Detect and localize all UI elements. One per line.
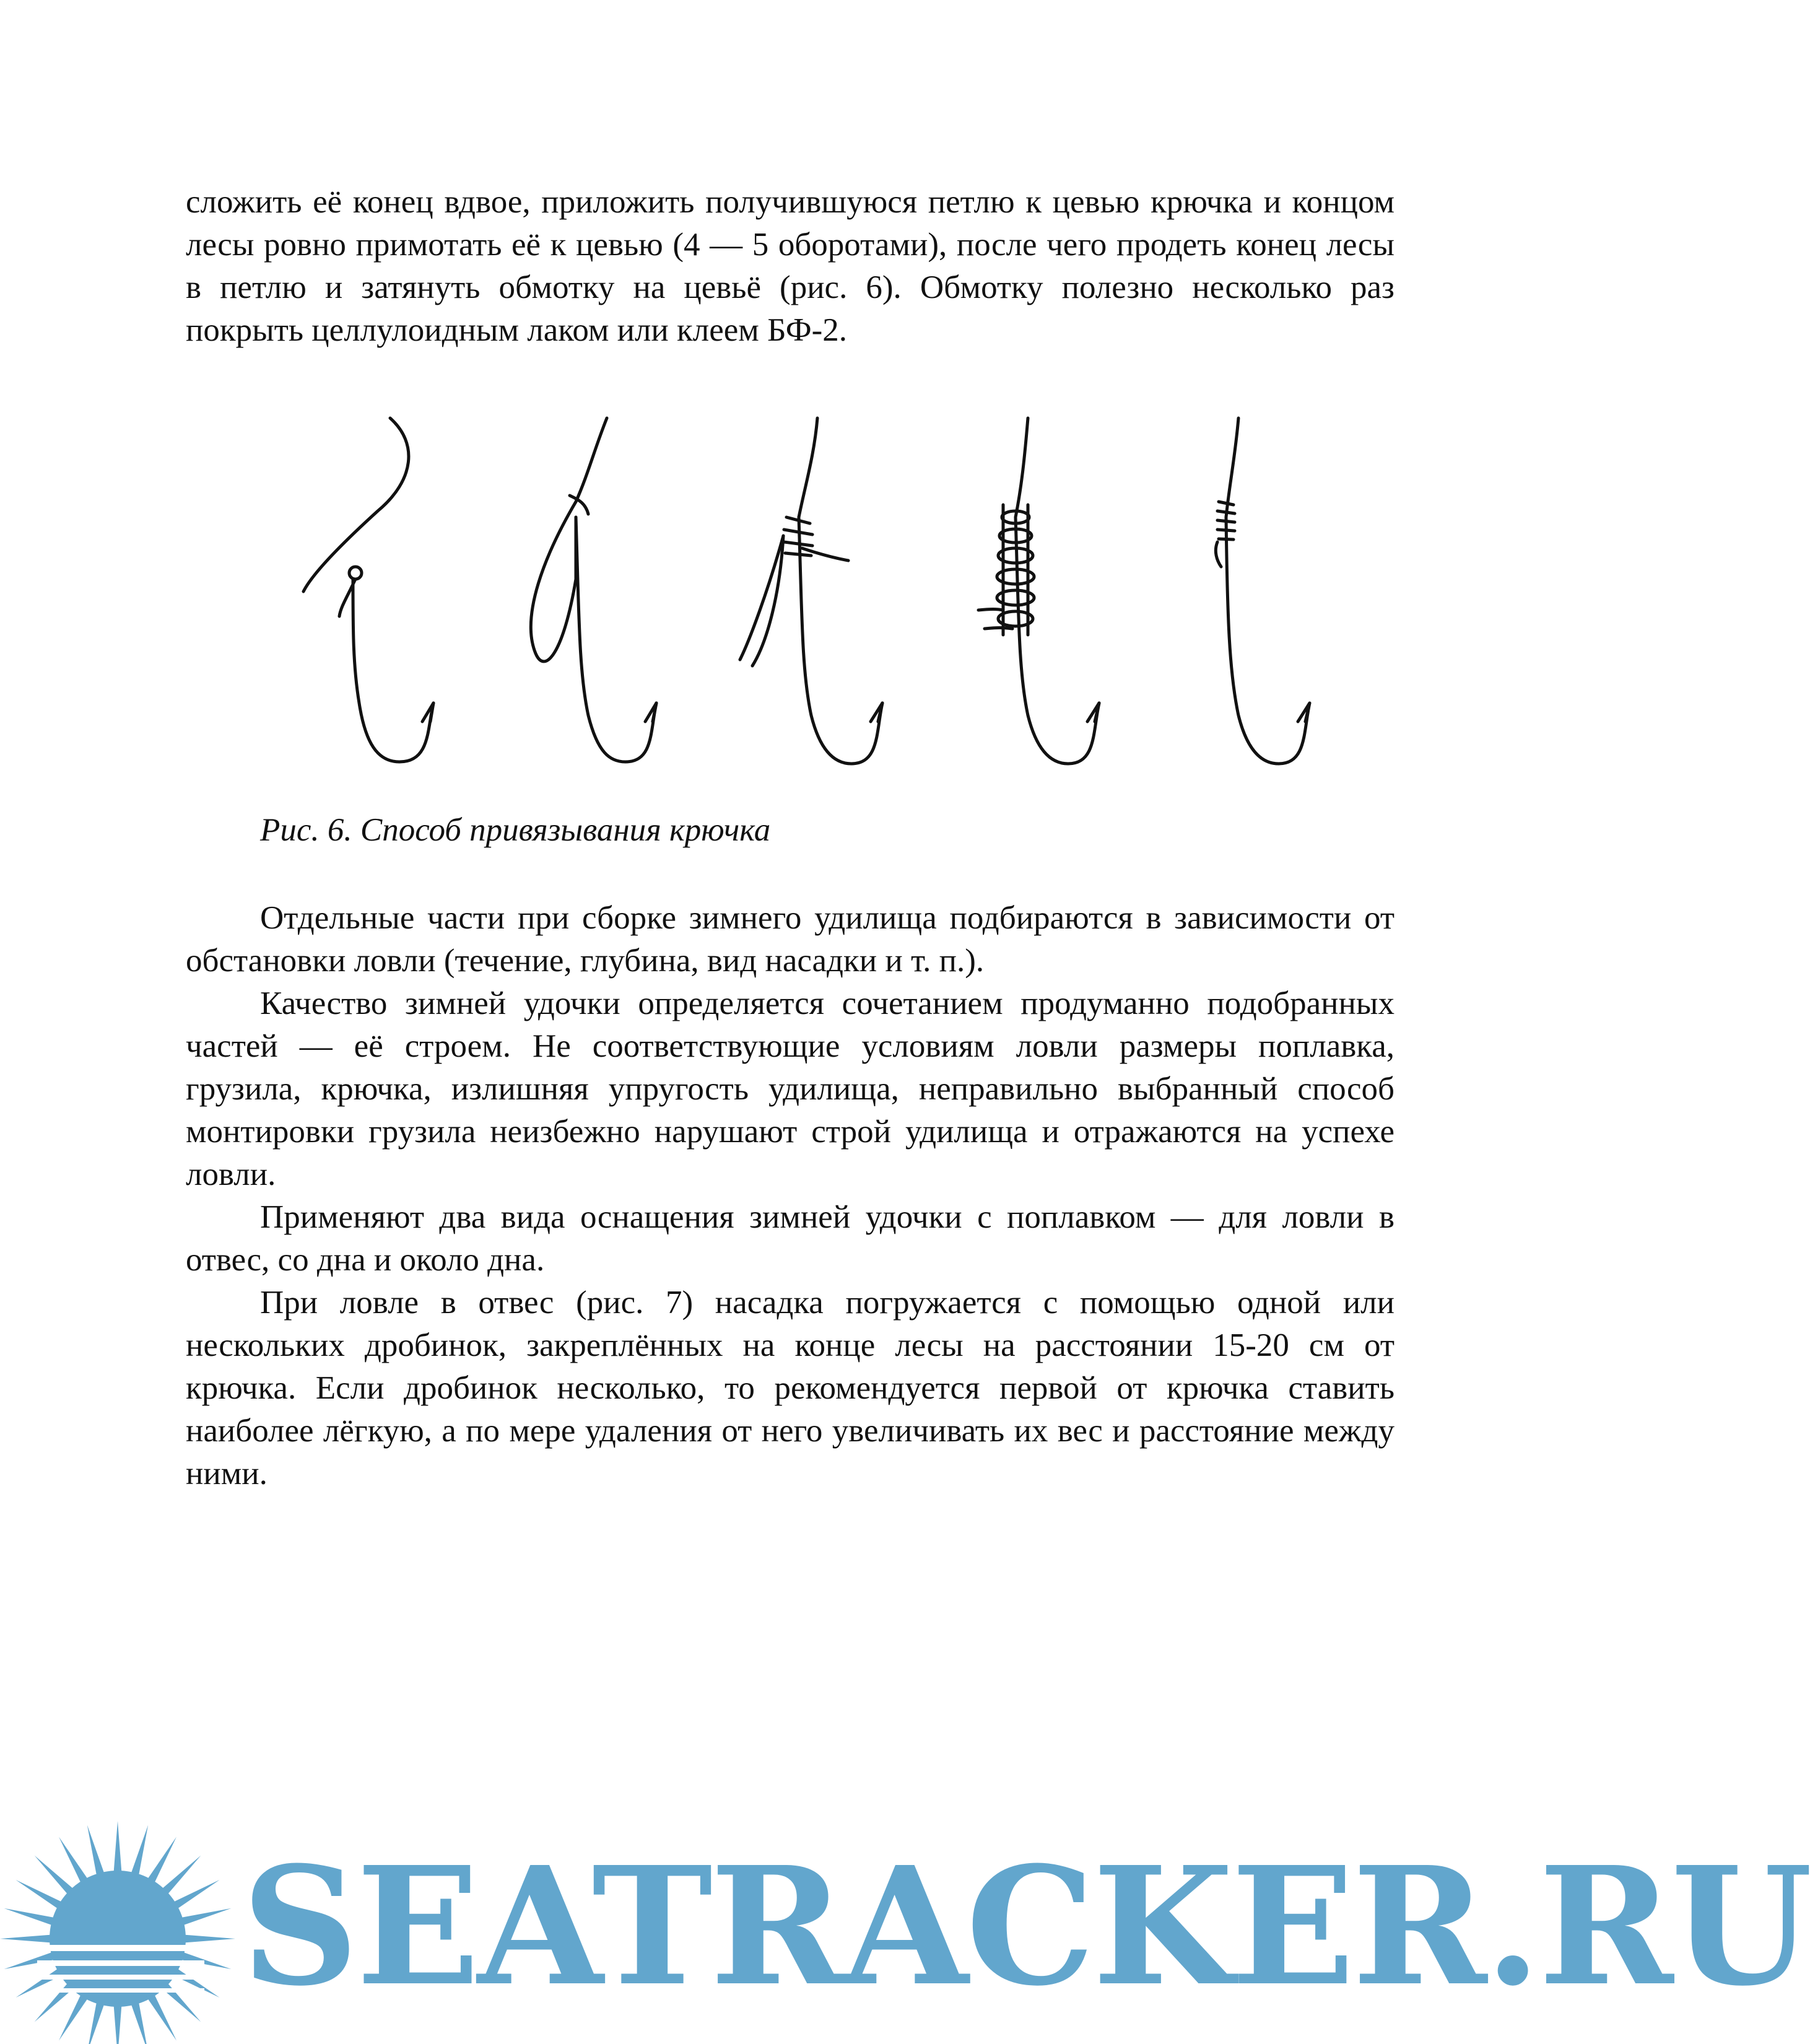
hook-step-3	[740, 418, 882, 764]
sun-ray	[4, 1950, 59, 1969]
sun-ray	[15, 1966, 66, 1998]
sun-ray	[169, 1880, 220, 1911]
sun-ray	[113, 2001, 122, 2044]
sun-ray	[169, 1966, 220, 1998]
sun-ray	[180, 1934, 235, 1943]
sun-ray	[159, 1980, 201, 2022]
figure-caption: Рис. 6. Способ привязывания крючка	[260, 812, 771, 848]
hook-tying-figure	[285, 393, 1288, 815]
paragraph-text: сложить её конец вдвое, приложить получившуюся петлю к цевью крючка и концом лесы ровно примотать её к цевью (4 — 5 оборотами), после чего продеть конец лесы в петлю и затянуть обмотку на цевьё (рис. 6). Обмотку полезно несколько раз покрыть целлулоидным лаком или клеем БФ-2.	[186, 184, 1394, 348]
sun-ray	[145, 1837, 176, 1887]
hook-step-5	[1216, 418, 1310, 764]
main-text	[186, 897, 1394, 1495]
sun-ray	[35, 1856, 77, 1898]
sun-ray	[4, 1908, 59, 1927]
sun-ray	[35, 1980, 77, 2022]
sun-ray	[129, 1998, 148, 2044]
paragraph: Качество зимней удочки определяется сочетанием продуманно подобранных частей — её строем. Не соответствующие условиям ловли размеры поплавка, грузила, крючка, излишняя упругость удилища, неправильно выбранный способ монтировки грузила неизбежно нарушают строй удилища и отражаются на успехе ловли.	[186, 985, 1394, 1192]
paragraph: При ловле в отвес (рис. 7) насадка погружается с помощью одной или нескольких дробинок, закреплённых на конце лесы на расстоянии 15-20 см от крючка. Если дробинок несколько, то рекомендуется первой от крючка ставить наиболее лёгкую, а по мере удаления от него увеличивать их вес и расстояние между ними.	[186, 1285, 1394, 1492]
sun-ray	[159, 1856, 201, 1898]
sun-ray	[59, 1837, 90, 1887]
paragraph: Отдельные части при сборке зимнего удилища подбираются в зависимости от обстановки ловли (течение, глубина, вид насадки и т. п.).	[186, 900, 1394, 979]
sun-ray	[145, 1990, 176, 2041]
hook-step-4	[978, 418, 1099, 764]
sun-ray	[15, 1880, 66, 1911]
sun-ray	[113, 1821, 122, 1877]
sun-ray	[87, 1998, 106, 2044]
hook-step-1	[303, 418, 433, 762]
paragraph: Применяют два вида оснащения зимней удочки с поплавком — для ловли в отвес, со дна и около дна.	[186, 1199, 1394, 1278]
sun-ray	[176, 1908, 232, 1927]
sun-ray	[176, 1950, 232, 1969]
sun-ray	[129, 1825, 148, 1880]
paragraph-top	[186, 181, 1394, 352]
watermark-text: SEATRACKER.RU	[241, 1831, 1810, 2022]
hook-step-2	[531, 418, 656, 762]
sun-icon	[0, 1821, 235, 2044]
sun-ray	[87, 1825, 106, 1880]
sun-ray	[0, 1934, 56, 1943]
sun-ray	[59, 1990, 90, 2041]
